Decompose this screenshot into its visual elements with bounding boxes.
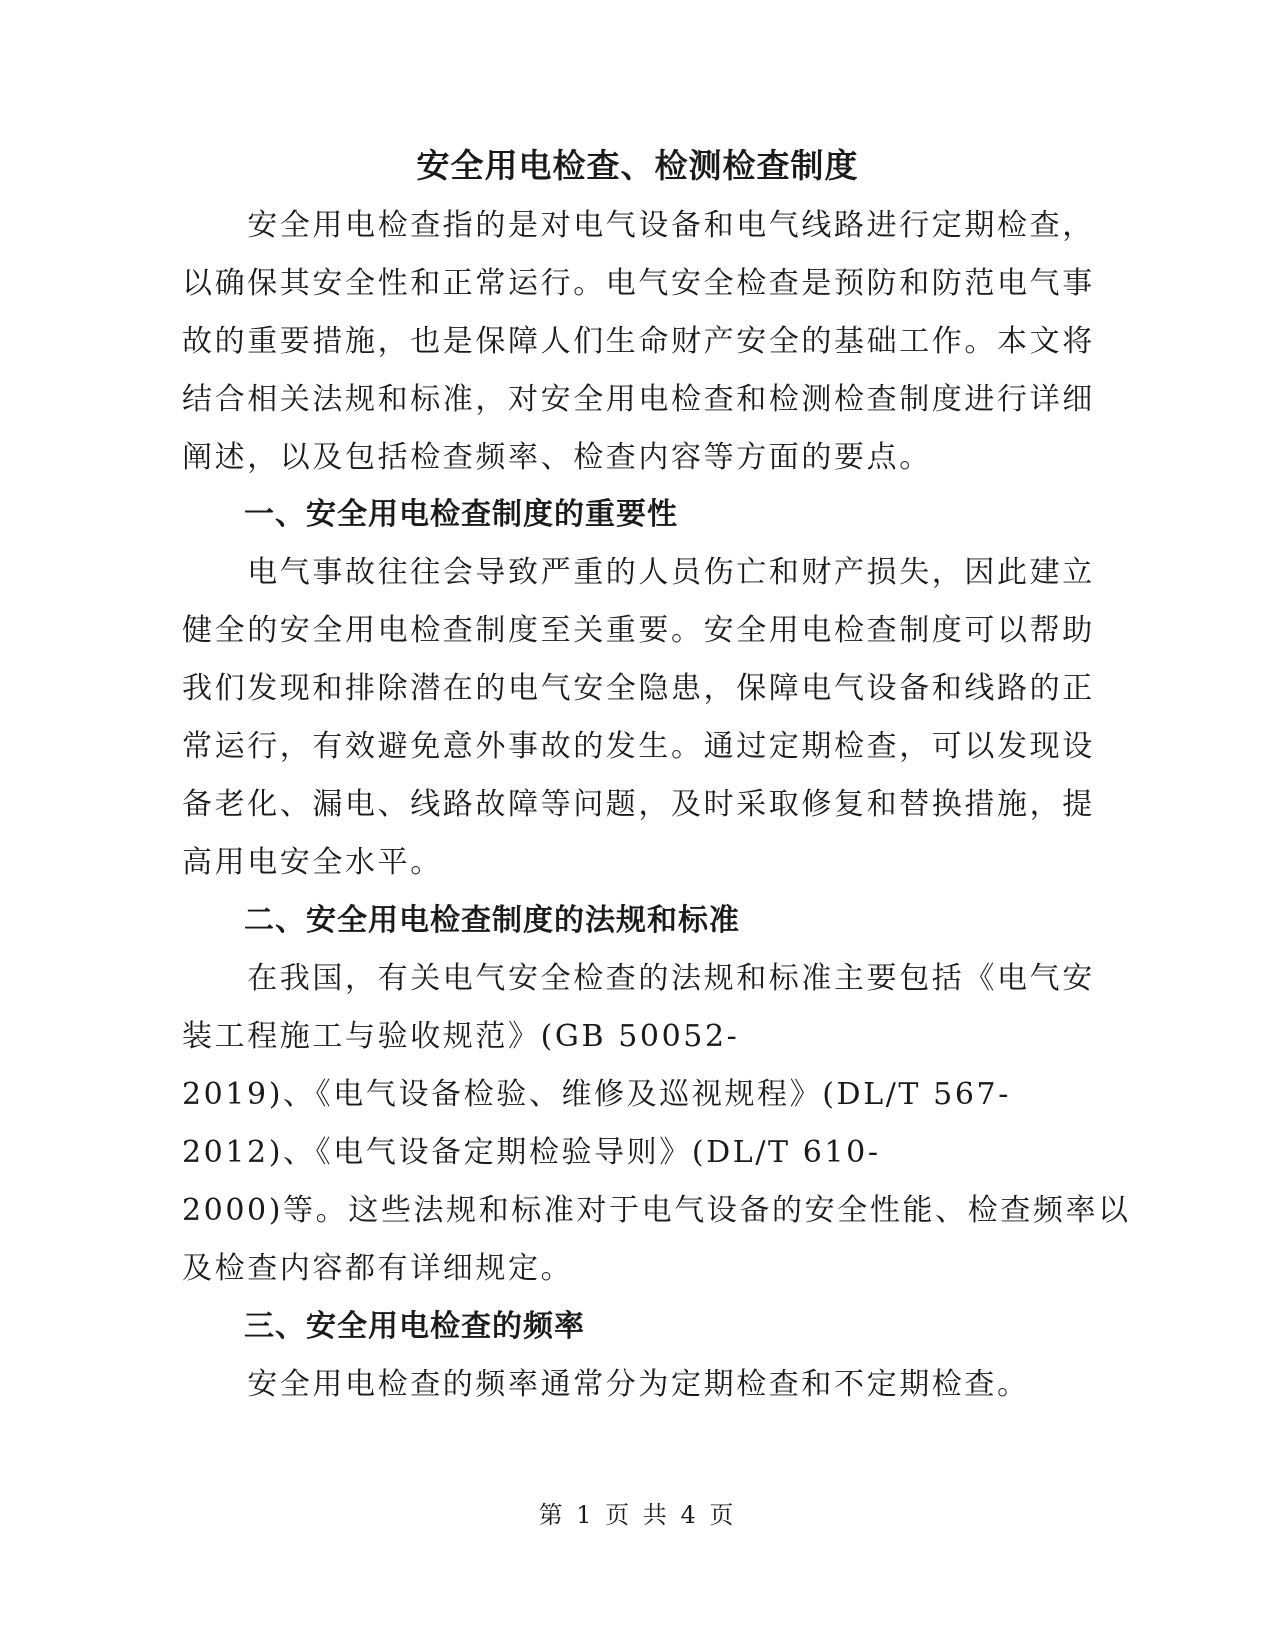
paragraph-line: 我们发现和排除潜在的电气安全隐患，保障电气设备和线路的正 (182, 671, 1095, 706)
section-heading: 二、安全用电检查制度的法规和标准 (244, 903, 740, 938)
paragraph-line: 2000)等。这些法规和标准对于电气设备的安全性能、检查频率以 (182, 1193, 1131, 1228)
paragraph-line: 在我国，有关电气安全检查的法规和标准主要包括《电气安 (182, 961, 1095, 996)
paragraph-line: 安全用电检查的频率通常分为定期检查和不定期检查。 (182, 1367, 1030, 1402)
page-number-footer: 第 1 页 共 4 页 (538, 1501, 737, 1529)
paragraph-line: 阐述，以及包括检查频率、检查内容等方面的要点。 (182, 440, 932, 475)
document-title: 安全用电检查、检测检查制度 (416, 146, 859, 185)
paragraph-line: 2012)、《电气设备定期检验导则》(DL/T 610- (182, 1135, 881, 1170)
paragraph-line: 高用电安全水平。 (182, 845, 443, 880)
paragraph-line: 故的重要措施，也是保障人们生命财产安全的基础工作。本文将 (182, 324, 1095, 359)
paragraph-line: 装工程施工与验收规范》(GB 50052- (182, 1019, 740, 1054)
section-heading: 一、安全用电检查制度的重要性 (244, 497, 678, 532)
paragraph-line: 健全的安全用电检查制度至关重要。安全用电检查制度可以帮助 (182, 613, 1095, 648)
section-heading: 三、安全用电检查的频率 (244, 1309, 585, 1344)
paragraph-line: 以确保其安全性和正常运行。电气安全检查是预防和防范电气事 (182, 266, 1095, 301)
paragraph-line: 2019)、《电气设备检验、维修及巡视规程》(DL/T 567- (182, 1077, 1011, 1112)
paragraph-line: 结合相关法规和标准，对安全用电检查和检测检查制度进行详细 (182, 382, 1095, 417)
paragraph-line: 安全用电检查指的是对电气设备和电气线路进行定期检查， (182, 208, 1095, 243)
paragraph-line: 常运行，有效避免意外事故的发生。通过定期检查，可以发现设 (182, 729, 1095, 764)
paragraph-line: 及检查内容都有详细规定。 (182, 1251, 574, 1286)
paragraph-line: 电气事故往往会导致严重的人员伤亡和财产损失，因此建立 (182, 555, 1095, 590)
paragraph-line: 备老化、漏电、线路故障等问题，及时采取修复和替换措施，提 (182, 787, 1095, 822)
